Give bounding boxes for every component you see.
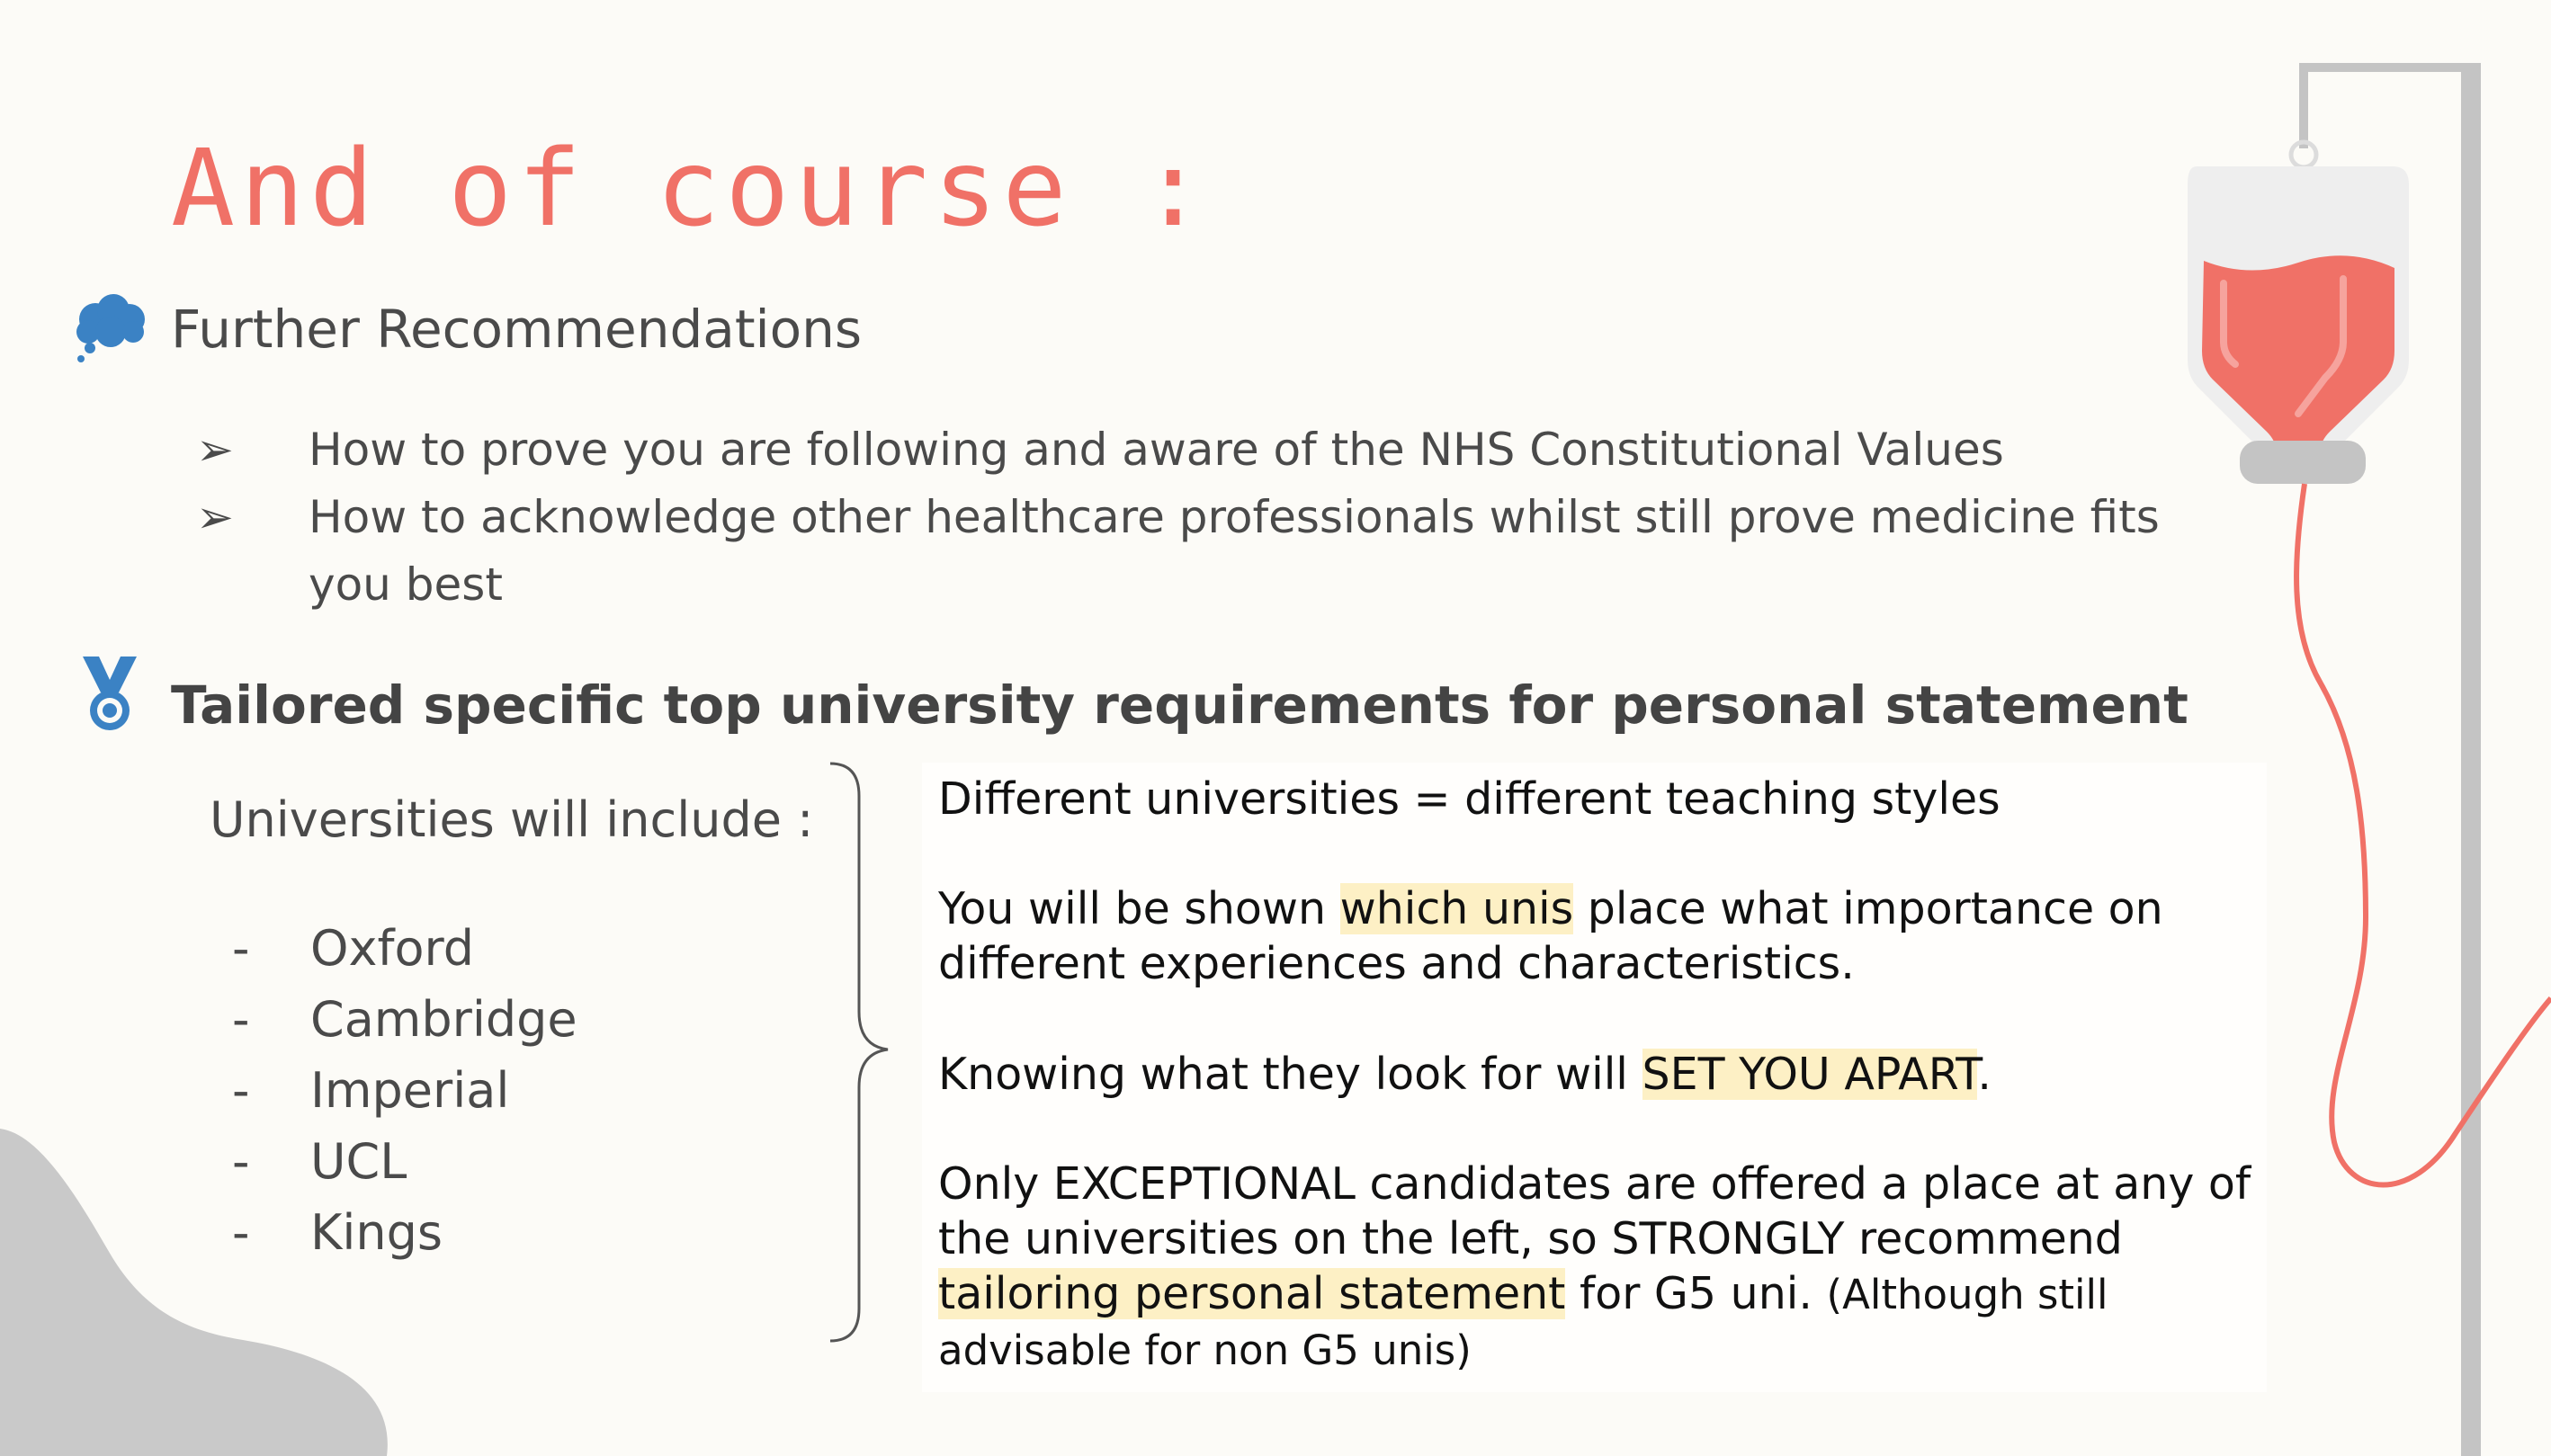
detail-text: . — [1977, 1049, 1992, 1100]
universities-intro: Universities will include : — [210, 791, 814, 848]
slide-title: And of course : — [171, 126, 1211, 250]
list-item — [180, 416, 2197, 484]
university-name: Kings — [310, 1204, 443, 1261]
section-heading-tailored: Tailored specific top university requirements for personal statement — [171, 674, 2188, 736]
university-name: UCL — [310, 1133, 407, 1190]
list-item-text: How to prove you are following and aware of the NHS Constitutional Values — [309, 424, 2004, 476]
recommendations-list — [180, 416, 2197, 619]
university-name: Oxford — [310, 920, 475, 977]
detail-text: for G5 uni. — [1565, 1268, 1827, 1319]
detail-paragraph-2 — [938, 881, 2260, 991]
curly-brace — [823, 760, 895, 1344]
medal-icon — [79, 655, 140, 736]
detail-text: Knowing what they look for will — [938, 1049, 1642, 1100]
dash-bullet: - — [232, 1204, 250, 1261]
arrow-bullet-icon: ➢ — [196, 491, 234, 543]
section-heading-recommendations: Further Recommendations — [171, 299, 863, 360]
detail-paragraph-4 — [938, 1157, 2260, 1378]
highlight-tailoring: tailoring personal statement — [938, 1268, 1566, 1319]
dash-bullet: - — [232, 920, 250, 977]
list-item — [207, 1055, 577, 1126]
list-item — [207, 1197, 577, 1268]
details-panel — [922, 763, 2267, 1392]
dash-bullet: - — [232, 1062, 250, 1119]
detail-paragraph-3 — [938, 1047, 2260, 1102]
detail-text: You will be shown — [938, 883, 1340, 934]
detail-note: (Although still advisable for non G5 unis) — [938, 1271, 2108, 1374]
highlight-set-you-apart: SET YOU APART — [1642, 1049, 1978, 1100]
arrow-bullet-icon: ➢ — [196, 424, 234, 476]
highlight-which-unis: which unis — [1339, 883, 1574, 934]
thought-cloud-icon — [70, 292, 151, 364]
detail-text: Only EXCEPTIONAL candidates are offered a place at any of the universities on the left, so STRONGLY recommend — [938, 1158, 2251, 1264]
list-item-text: How to acknowledge other healthcare professionals whilst still prove medicine fits you best — [309, 491, 2160, 611]
list-item — [207, 984, 577, 1055]
dash-bullet: - — [232, 1133, 250, 1190]
university-name: Imperial — [310, 1062, 510, 1119]
dash-bullet: - — [232, 991, 250, 1048]
list-item — [207, 1126, 577, 1197]
detail-text: place what importance on different experiences and characteristics. — [938, 883, 2163, 989]
universities-list — [207, 913, 577, 1268]
university-name: Cambridge — [310, 991, 577, 1048]
detail-paragraph-1: Different universities = different teaching styles — [938, 773, 2001, 825]
list-item — [207, 913, 577, 984]
list-item — [180, 484, 2197, 619]
